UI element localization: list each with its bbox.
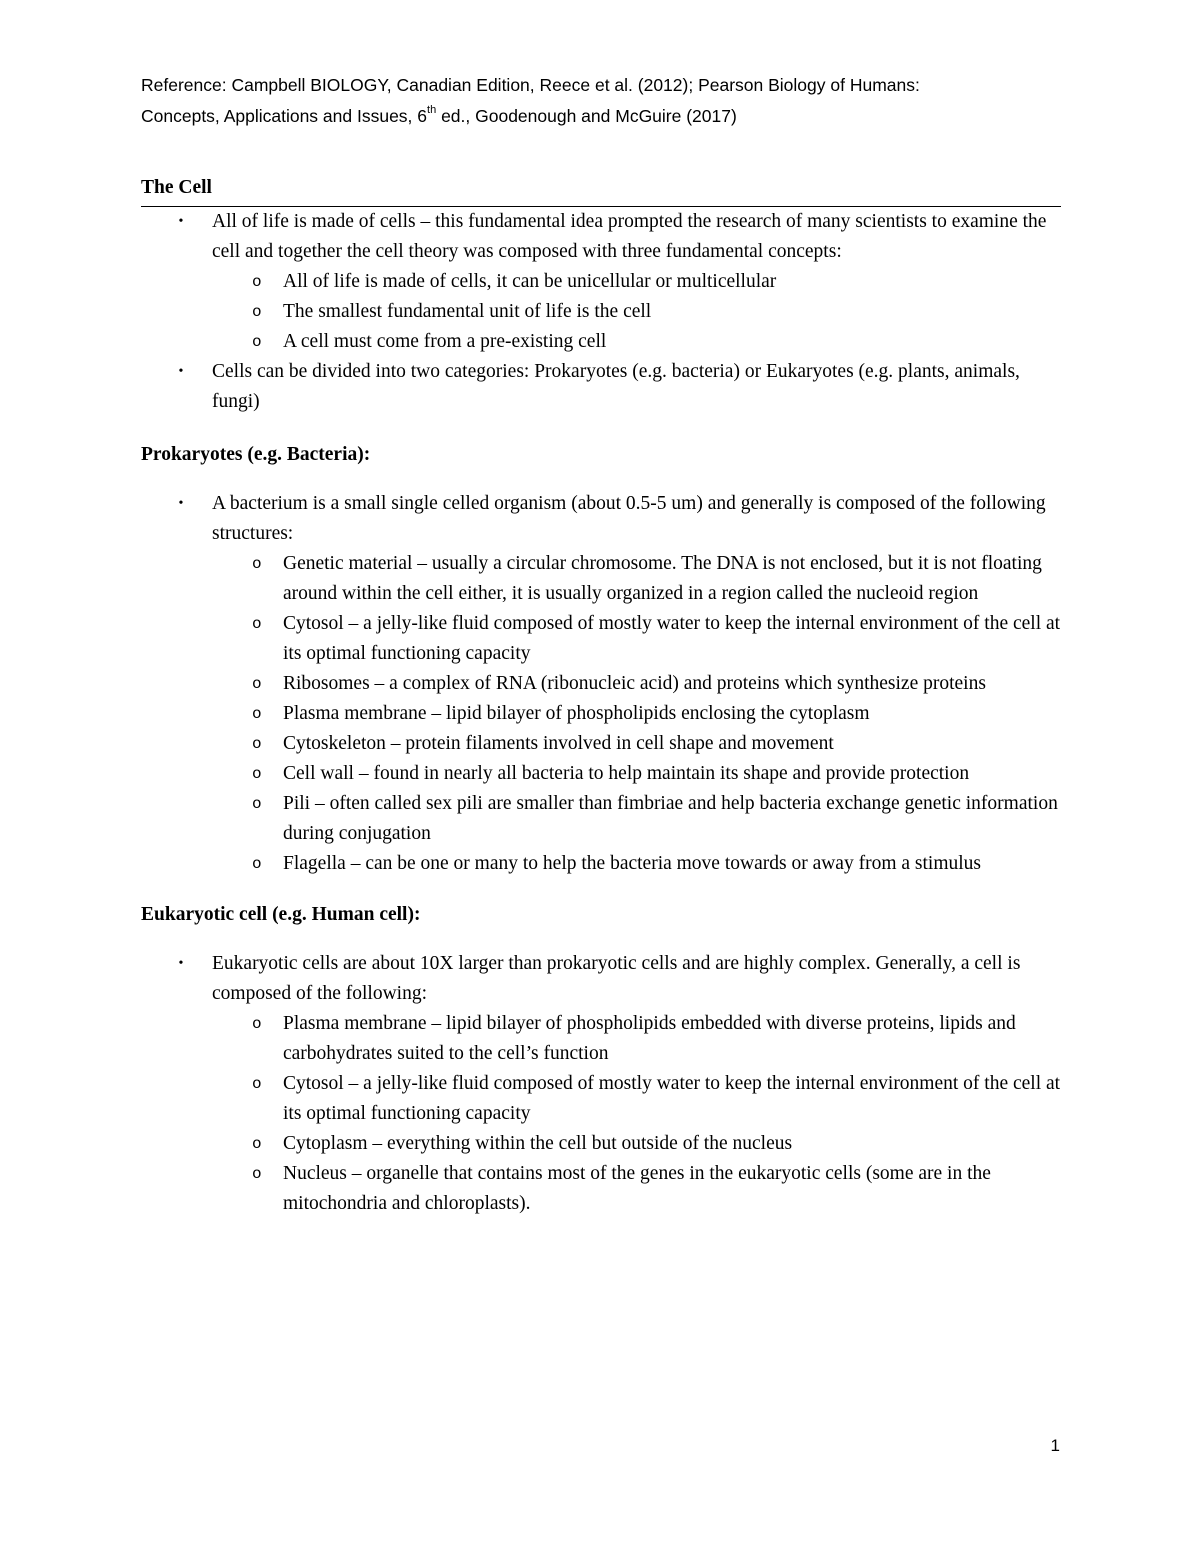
- circle-bullet-icon: o: [252, 765, 262, 783]
- sub-list-item-text: Flagella – can be one or many to help the bacteria move towards or away from a stimulus: [283, 853, 981, 874]
- list-item: [141, 949, 1061, 1219]
- sub-list-item-text: Plasma membrane – lipid bilayer of phospholipids enclosing the cytoplasm: [283, 703, 870, 724]
- circle-bullet-icon: o: [252, 735, 262, 753]
- sub-list-item: [212, 609, 1061, 669]
- sub-list-item: [212, 1159, 1061, 1219]
- sub-list-item-text: Cell wall – found in nearly all bacteria to help maintain its shape and provide protection: [283, 763, 970, 784]
- document-body: [141, 172, 1061, 1219]
- section-the-cell: [141, 172, 1061, 417]
- circle-bullet-icon: o: [252, 795, 262, 813]
- section-prokaryotes: [141, 439, 1061, 879]
- sub-list-item-text: Cytoskeleton – protein filaments involved in cell shape and movement: [283, 733, 834, 754]
- sub-list-item: [212, 1069, 1061, 1129]
- sub-list-item: [212, 849, 1061, 879]
- list-item-text: A bacterium is a small single celled organism (about 0.5-5 um) and generally is composed of the following structures:: [212, 493, 1046, 544]
- sub-list-item-text: Cytoplasm – everything within the cell but outside of the nucleus: [283, 1133, 793, 1154]
- circle-bullet-icon: o: [252, 855, 262, 873]
- bullet-icon: •: [178, 496, 184, 511]
- sub-list-item-text: The smallest fundamental unit of life is the cell: [283, 301, 652, 322]
- circle-bullet-icon: o: [252, 705, 262, 723]
- reference-line-1: Reference: Campbell BIOLOGY, Canadian Edition, Reece et al. (2012); Pearson Biology of Humans:: [141, 75, 920, 95]
- circle-bullet-icon: o: [252, 1075, 262, 1093]
- sub-list-item: [212, 549, 1061, 609]
- sub-list-item: [212, 327, 1061, 357]
- bullet-icon: •: [178, 364, 184, 379]
- circle-bullet-icon: o: [252, 1015, 262, 1033]
- sub-list-item-text: Plasma membrane – lipid bilayer of phospholipids embedded with diverse proteins, lipids and carbohydrates suited to the cell’s function: [283, 1013, 1016, 1064]
- reference-line-2-rest: ed., Goodenough and McGuire (2017): [436, 106, 737, 126]
- sub-list-item-text: Nucleus – organelle that contains most of the genes in the eukaryotic cells (some are in the mitochondria and chloroplasts).: [283, 1163, 991, 1214]
- sub-list-item: [212, 297, 1061, 327]
- bullet-list: [141, 207, 1061, 417]
- sub-list-item-text: Ribosomes – a complex of RNA (ribonucleic acid) and proteins which synthesize proteins: [283, 673, 986, 694]
- bullet-icon: •: [178, 956, 184, 971]
- sub-list-item: [212, 699, 1061, 729]
- page-number: 1: [1050, 1436, 1060, 1455]
- sub-list-item: [212, 729, 1061, 759]
- sub-list-item-text: Pili – often called sex pili are smaller than fimbriae and help bacteria exchange genetic information during conjugation: [283, 793, 1058, 844]
- sub-list-item-text: Genetic material – usually a circular chromosome. The DNA is not enclosed, but it is not floating around within the cell either, it is usually organized in a region called the nucleoid region: [283, 553, 1042, 604]
- edition-superscript: th: [427, 104, 437, 117]
- sub-list: [212, 549, 1061, 879]
- list-item-text: Eukaryotic cells are about 10X larger than prokaryotic cells and are highly complex. Generally, a cell is composed of the following:: [212, 953, 1021, 1004]
- list-item: [141, 489, 1061, 879]
- sub-list-item: [212, 789, 1061, 849]
- circle-bullet-icon: o: [252, 555, 262, 573]
- sub-list-item: [212, 669, 1061, 699]
- sub-list-item: [212, 1009, 1061, 1069]
- section-heading: Eukaryotic cell (e.g. Human cell):: [141, 904, 421, 925]
- sub-list-item-text: A cell must come from a pre-existing cell: [283, 331, 607, 352]
- section-heading: The Cell: [141, 172, 1061, 207]
- sub-list-item-text: Cytosol – a jelly-like fluid composed of mostly water to keep the internal environment of the cell at its optimal functioning capacity: [283, 1073, 1061, 1124]
- circle-bullet-icon: o: [252, 333, 262, 351]
- list-item: [141, 207, 1061, 357]
- sub-list: [212, 267, 1061, 357]
- sub-list-item: [212, 267, 1061, 297]
- sub-list-item: [212, 1129, 1061, 1159]
- reference-line-2-text: Concepts, Applications and Issues, 6: [141, 106, 428, 126]
- sub-list-item: [212, 759, 1061, 789]
- circle-bullet-icon: o: [252, 675, 262, 693]
- bullet-icon: •: [178, 214, 184, 229]
- reference-line-2: [141, 101, 1061, 132]
- list-item: [141, 357, 1061, 417]
- sub-list-item-text: Cytosol – a jelly-like fluid composed of mostly water to keep the internal environment of the cell at its optimal functioning capacity: [283, 613, 1061, 664]
- circle-bullet-icon: o: [252, 615, 262, 633]
- section-heading: Prokaryotes (e.g. Bacteria):: [141, 444, 371, 465]
- sub-list: [212, 1009, 1061, 1219]
- sub-list-item-text: All of life is made of cells, it can be unicellular or multicellular: [283, 271, 777, 292]
- reference-citation: [141, 70, 1061, 132]
- circle-bullet-icon: o: [252, 303, 262, 321]
- list-item-text: Cells can be divided into two categories: Prokaryotes (e.g. bacteria) or Eukaryotes (e.g. plants, animals, fungi): [212, 361, 1020, 412]
- bullet-list: [141, 949, 1061, 1219]
- circle-bullet-icon: o: [252, 1165, 262, 1183]
- bullet-list: [141, 489, 1061, 879]
- circle-bullet-icon: o: [252, 1135, 262, 1153]
- circle-bullet-icon: o: [252, 273, 262, 291]
- list-item-text: All of life is made of cells – this fundamental idea prompted the research of many scientists to examine the cell and together the cell theory was composed with three fundamental concepts:: [212, 211, 1047, 262]
- section-eukaryotic-cell: [141, 899, 1061, 1219]
